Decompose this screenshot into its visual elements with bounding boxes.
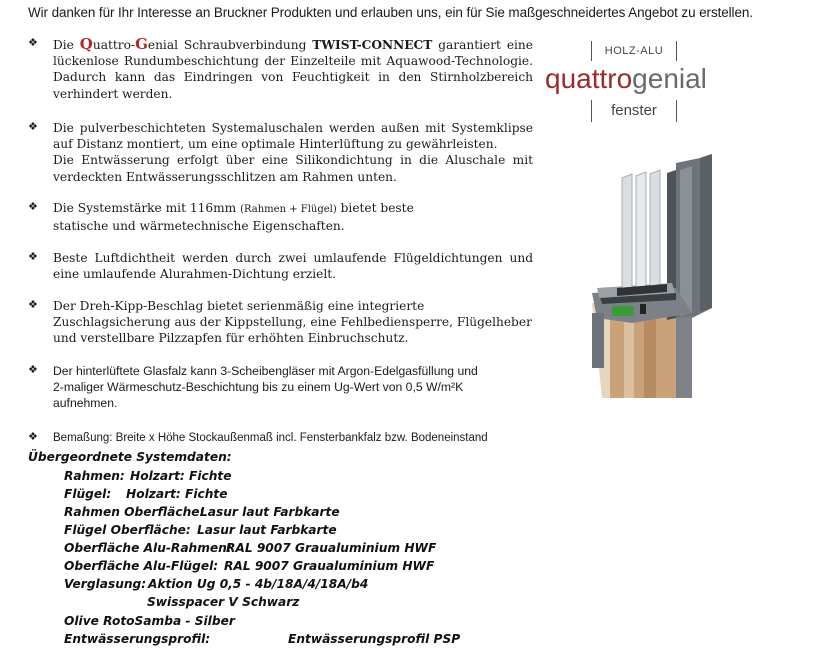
brand-initial-g: G <box>135 35 148 53</box>
seal-green <box>612 306 634 316</box>
bullet-icon: ❖ <box>28 36 38 49</box>
bullet-icon: ❖ <box>28 120 38 133</box>
window-profile-image <box>572 148 722 403</box>
glass-pane-3 <box>650 170 660 287</box>
bullet-icon: ❖ <box>28 430 38 443</box>
bullet-icon: ❖ <box>28 200 38 213</box>
drainage-value: Entwässerungsprofil PSP <box>288 632 461 646</box>
frame-surface-value: Lasur laut Farbkarte <box>200 505 340 519</box>
glazing-value: Aktion Ug 0,5 - 4b/18A/4/18A/b4 <box>148 577 369 591</box>
alu-sash-value: RAL 9007 Graualuminium HWF <box>224 559 435 573</box>
bullet-text-glasfalz: Der hinterlüftete Glasfalz kann 3-Scheibengläser mit Argon-Edelgasfüllung und 2-maliger Wärmeschutz-Beschichtung bis zu einem Ug-Wert von 0,5 W/m²K aufnehmen. <box>53 364 478 411</box>
alu-frame-value: RAL 9007 Graualuminium HWF <box>226 541 437 555</box>
bullet-icon: ❖ <box>28 363 38 376</box>
bullet-text-systemstaerke: Die Systemstärke mit 116mm (Rahmen + Flügel) bietet beste statische und wärmetechnische Eigenschaften. <box>53 201 414 234</box>
drainage-label: Entwässerungsprofil: <box>64 632 211 646</box>
bullet-text-bemassung: Bemaßung: Breite x Höhe Stockaußenmaß incl. Fensterbankfalz bzw. Bodeneinstand <box>53 432 488 444</box>
intro-text: Wir danken für Ihr Interesse an Bruckner Produkten und erlauben uns, ein für Sie maßgeschneidertes Angebot zu erstellen. <box>28 5 753 20</box>
sash-surface-value: Lasur laut Farbkarte <box>197 523 337 537</box>
bullet-icon: ❖ <box>28 298 38 311</box>
bullet-text-aluschalen: Die pulverbeschichteten Systemaluschalen werden außen mit Systemklipse auf Distanz montiert, um eine optimale Hinterlüftung zu gewährleisten. Die Entwässerung erfolgt über eine Silikondichtung in die Aluschale mit verdeckten Entwässerungsschlitzen am Rahmen unten. <box>53 121 533 184</box>
logo-fenster: fenster <box>591 100 677 122</box>
alu-frame-label: Oberfläche Alu-Rahmen: <box>64 541 232 555</box>
hardware-olive: Olive RotoSamba - Silber <box>64 614 235 628</box>
sash-surface-label: Flügel Oberfläche: <box>64 523 191 537</box>
frame-surface-label: Rahmen Oberfläche: <box>64 505 205 519</box>
frame-wood-value: Holzart: Fichte <box>130 469 232 483</box>
logo-quattrogenial: quattrogenial <box>545 63 707 94</box>
sash-wood-value: Holzart: Fichte <box>126 487 228 501</box>
sash-wood-label: Flügel: <box>64 487 112 501</box>
bullet-text-luftdichtheit: Beste Luftdichtheit werden durch zwei umlaufende Flügeldichtungen und eine umlaufende Alurahmen-Dichtung erzielt. <box>53 251 533 282</box>
glass-pane-1 <box>622 174 632 291</box>
alu-sash-label: Oberfläche Alu-Flügel: <box>64 559 219 573</box>
glazing-label: Verglasung: <box>64 577 147 591</box>
bullet-icon: ❖ <box>28 250 38 263</box>
glass-pane-2 <box>636 172 646 289</box>
bullet-text-twist-connect: Die Quattro-Genial Schraubverbindung TWIST-CONNECT garantiert eine lückenlose Rundumbeschichtung der Einzelteile mit Aquawood-Technologie. Dadurch kann das Eindringen von Feuchtigkeit in den Stirnholzbereich verhindert werden. <box>53 35 533 101</box>
frame-wood-label: Rahmen: <box>64 469 125 483</box>
spacer-value: Swisspacer V Schwarz <box>147 595 300 609</box>
logo-holz-alu: HOLZ-ALU <box>591 41 677 61</box>
brand-initial-q: Q <box>79 35 93 53</box>
system-data-title: Übergeordnete Systemdaten: <box>28 450 232 464</box>
bullet-text-beschlag: Der Dreh-Kipp-Beschlag bietet serienmäßig eine integrierte Zuschlagsicherung aus der Kippstellung, eine Fehlbediensperre, Flügelheber und verstellbare Pilzzapfen für erhöhten Einbruchschutz. <box>53 299 532 346</box>
product-name: TWIST-CONNECT <box>312 38 433 52</box>
